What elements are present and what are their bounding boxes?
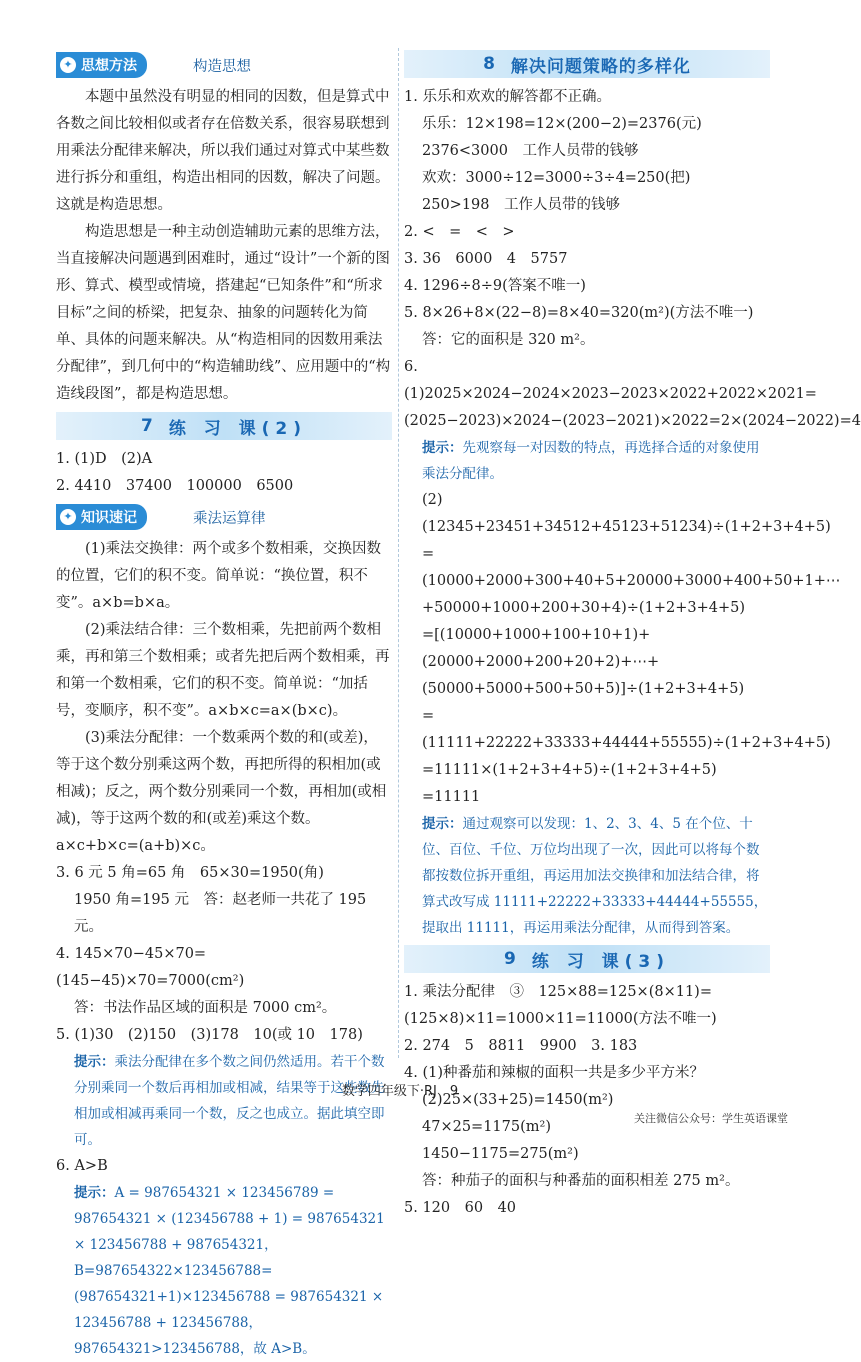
answer-9-1: 1. 乘法分配律 ③ 125×88=125×(8×11)=(125×8)×11=1000×11=11000(方法不唯一) (404, 984, 717, 1027)
answer-8-2: 2. < = < > (404, 224, 515, 240)
answer-7-3: 3. 6 元 5 角=65 角 65×30=1950(角) (56, 865, 324, 881)
answer-7-4: 4. 145×70−45×70=(145−45)×70=7000(cm²) (56, 946, 245, 989)
answer-8-6-step: (2)(12345+23451+34512+45123+51234)÷(1+2+3+4+5) (422, 492, 831, 535)
answer-7-3-line2: 1950 角=195 元 答：赵老师一共花了 195 元。 (74, 892, 367, 935)
answer-8-6-step: =11111 (422, 789, 481, 805)
answer-9-4-line: 47×25=1175(m²) (422, 1119, 551, 1135)
thinking-method-subtitle: 构造思想 (193, 58, 251, 75)
lightbulb-icon: ✦ (60, 57, 76, 73)
answer-8-4: 4. 1296÷8÷9(答案不唯一) (404, 278, 586, 294)
knowledge-law-3: (3)乘法分配律：一个数乘两个数的和(或差)，等于这个数分别乘这两个数，再把所得的积相加(或相减)；反之，两个数分别乘同一个数，再相加(或相减)，等于这两个数的和(或差)乘这个数。a×c+b×c=(a+b)×c。 (56, 730, 387, 854)
column-divider (398, 48, 399, 1058)
knowledge-tag: ✦ 知识速记 (56, 504, 147, 530)
thinking-method-header (56, 52, 392, 78)
answer-9-4-line: (2)25×(33+25)=1450(m²) (422, 1092, 614, 1108)
knowledge-header (56, 504, 392, 530)
tip-7-6: 提示：A = 987654321 × 123456789 = 987654321 × (123456788 + 1) = 987654321 × 123456788 + 987654321，B=987654322×123456788=(987654321+1)×123456788 = 987654321 × 123456788 + 123456788，987654321>123456788，故 A>B。 (74, 1185, 385, 1357)
answer-8-1-line: 250>198 工作人员带的钱够 (422, 197, 621, 213)
answer-8-1-line: 欢欢：3000÷12=3000÷3÷4=250(把) (422, 170, 691, 186)
tip-7-5: 提示：乘法分配律在多个数之间仍然适用。若干个数分别乘同一个数后再相加或相减，结果等于这些数先相加或相减再乘同一个数，反之也成立。据此填空即可。 (74, 1054, 385, 1148)
answer-8-6-part1: 6. (1)2025×2024−2024×2023−2023×2022+2022×2021=(2025−2023)×2024−(2023−2021)×2022=2×(2024−2022)=4 (404, 359, 861, 429)
knowledge-law-1: (1)乘法交换律：两个或多个数相乘，交换因数的位置，它们的积不变。简单说：“换位置，积不变”。a×b=b×a。 (56, 541, 382, 611)
section-7-banner: 7 练 习 课(2) (56, 412, 392, 440)
section-8-banner: 8 解决问题策略的多样化 (404, 50, 770, 78)
answer-9-4-line: 答：种茄子的面积与种番茄的面积相差 275 m²。 (422, 1173, 740, 1189)
answer-9-5: 5. 120 60 40 (404, 1200, 517, 1216)
answer-7-5: 5. (1)30 (2)150 (3)178 10(或 10 178) (56, 1027, 363, 1043)
answer-7-6: 6. A>B (56, 1158, 108, 1174)
thinking-paragraph-1: 本题中虽然没有明显的相同的因数，但是算式中各数之间比较相似或者存在倍数关系，很容易联想到用乘法分配律来解决，所以我们通过对算式中某些数进行拆分和重组，构造出相同的因数，解决了问题。这就是构造思想。 (56, 89, 390, 213)
tip-8-6-1: 提示：先观察每一对因数的特点，再选择合适的对象使用乘法分配律。 (422, 440, 760, 482)
answer-8-1-line: 1. 乐乐和欢欢的解答都不正确。 (404, 89, 611, 105)
thinking-paragraph-2: 构造思想是一种主动创造辅助元素的思维方法，当直接解决问题遇到困难时，通过“设计”一个新的图形、算式、模型或情境，搭建起“已知条件”和“所求目标”之间的桥梁，把复杂、抽象的问题转化为简单、具体的问题来解决。从“构造相同的因数用乘法分配律”，到几何中的“构造辅助线”、应用题中的“构造线段图”，都是构造思想。 (56, 224, 391, 402)
answer-9-4-line: 1450−1175=275(m²) (422, 1146, 579, 1162)
watermark: 关注微信公众号：学生英语课堂 (634, 1112, 788, 1125)
answer-9-2-3: 2. 274 5 8811 9900 3. 183 (404, 1038, 638, 1054)
answer-7-1: 1. (1)D (2)A (56, 451, 153, 467)
answer-7-4-line2: 答：书法作品区域的面积是 7000 cm²。 (74, 1000, 337, 1016)
answer-8-5: 5. 8×26+8×(22−8)=8×40=320(m²)(方法不唯一) (404, 305, 754, 321)
left-column (56, 48, 392, 1362)
answer-8-6-step: =[(10000+1000+100+10+1)+(20000+2000+200+20+2)+⋯+(50000+5000+500+50+5)]÷(1+2+3+4+5) (422, 627, 745, 697)
answer-8-6-step: =(10000+2000+300+40+5+20000+3000+400+50+1+⋯+50000+1000+200+30+4)÷(1+2+3+4+5) (422, 546, 841, 616)
answer-8-6-step: =11111×(1+2+3+4+5)÷(1+2+3+4+5) (422, 762, 717, 778)
page-footer: 数学四年级下·RJ 9 (341, 1084, 459, 1099)
right-column (404, 48, 861, 1222)
answer-8-1-line: 乐乐：12×198=12×(200−2)=2376(元) (422, 116, 702, 132)
answer-9-4-line: 4. (1)种番茄和辣椒的面积一共是多少平方米？ (404, 1065, 704, 1081)
thinking-method-tag: ✦ 思想方法 (56, 52, 147, 78)
answer-8-6-step: =(11111+22222+33333+44444+55555)÷(1+2+3+4+5) (422, 708, 831, 751)
answer-8-3: 3. 36 6000 4 5757 (404, 251, 568, 267)
section-9-banner: 9 练 习 课(3) (404, 945, 770, 973)
tip-8-6-2: 提示：通过观察可以发现：1、2、3、4、5 在个位、十位、百位、千位、万位均出现了一次，因此可以将每个数都按数位拆开重组，再运用加法交换律和加法结合律，将算式改写成 11111+22222+33333+44444+55555，提取出 11111，再运用乘法分配律，从而得到答案。 (422, 816, 768, 936)
answer-8-5-line2: 答：它的面积是 320 m²。 (422, 332, 595, 348)
answer-8-1-line: 2376<3000 工作人员带的钱够 (422, 143, 639, 159)
knowledge-law-2: (2)乘法结合律：三个数相乘，先把前两个数相乘，再和第三个数相乘；或者先把后两个数相乘，再和第一个数相乘，它们的积不变。简单说：“加括号，变顺序，积不变”。a×b×c=a×(b×c)。 (56, 622, 390, 719)
knowledge-subtitle: 乘法运算律 (193, 510, 266, 527)
lightbulb-icon: ✦ (60, 509, 76, 525)
answer-7-2: 2. 4410 37400 100000 6500 (56, 478, 294, 494)
